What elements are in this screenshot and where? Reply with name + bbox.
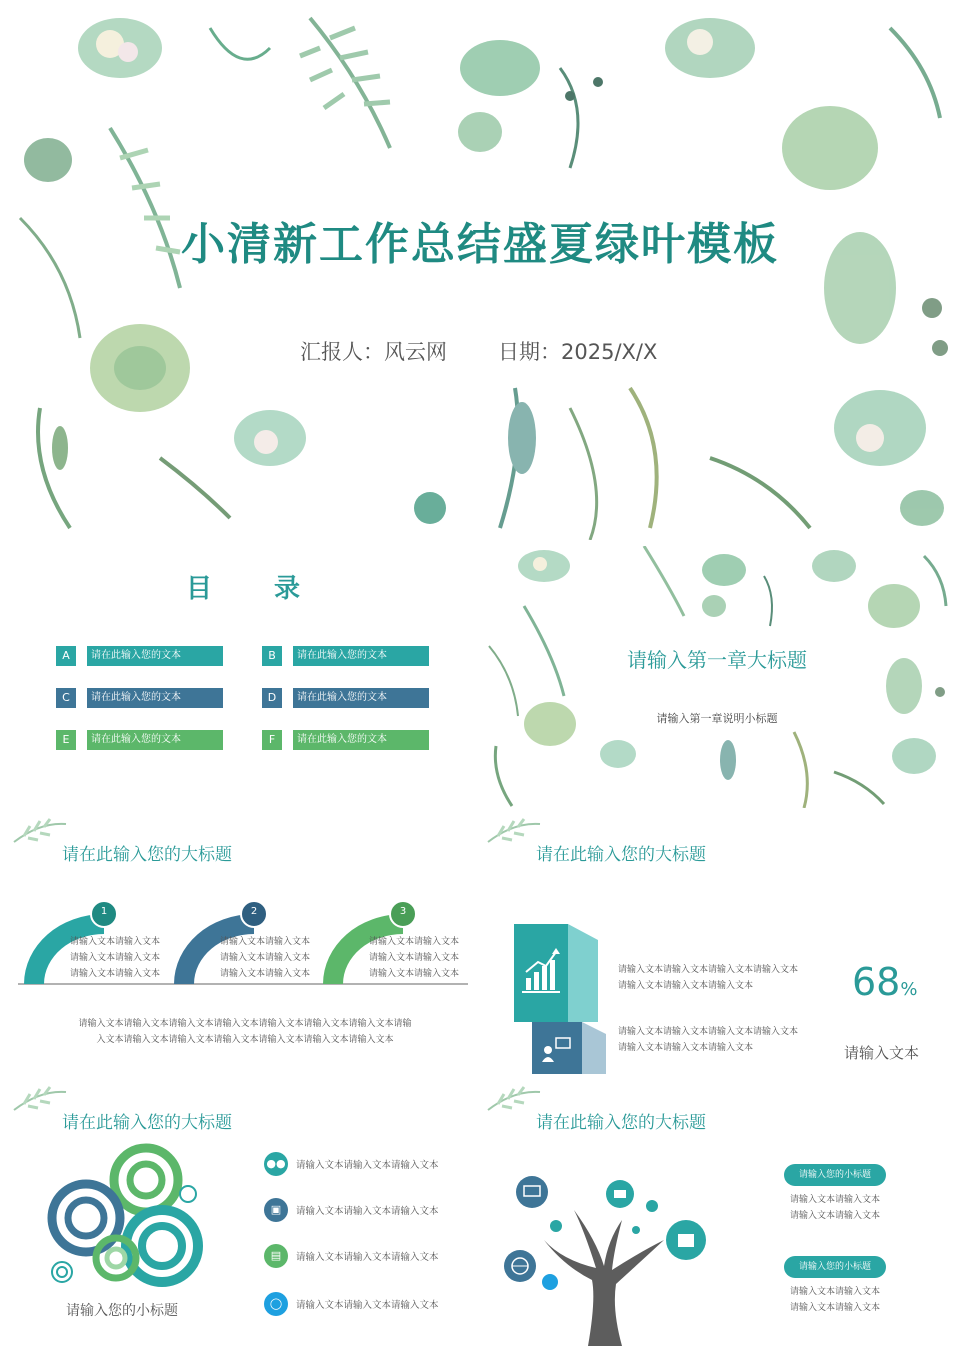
toc-title-right: 录	[274, 574, 301, 604]
subtitle-pill[interactable]: 请输入您的小标题	[784, 1164, 886, 1186]
tree-slide[interactable]	[484, 1086, 950, 1348]
step-text-3: 请输入文本请输入文本 请输入文本请输入文本 请输入文本请输入文本	[369, 937, 460, 979]
stats-text-2: 请输入文本请输入文本请输入文本请输入文本 请输入文本请输入文本请输入文本	[618, 1027, 799, 1053]
camera-icon	[614, 1190, 626, 1198]
leaf-sprig-icon	[10, 818, 70, 848]
chapter-subtitle: 请输入第一章说明小标题	[656, 712, 778, 725]
body-paragraph: 请输入文本请输入文本请输入文本请输入文本请输入文本请输入文本请输入文本请输 入文本请输入文本请输入文本请输入文本请输入文本请输入文本请输入文本	[78, 1019, 412, 1045]
toc-title-left: 目	[186, 574, 213, 604]
toc-letter-e: E	[56, 730, 76, 750]
toc-item-b[interactable]: 请在此输入您的文本	[293, 646, 429, 666]
slide-heading: 请在此输入您的大标题	[536, 1113, 706, 1133]
cover-date: 日期：2025/X/X	[498, 340, 658, 364]
slide-heading: 请在此输入您的大标题	[62, 1113, 232, 1133]
laptop-icon: ▤	[264, 1244, 288, 1268]
concentric-rings-graphic	[40, 1140, 220, 1290]
toc-letter-a: A	[56, 646, 76, 666]
leaf-decoration	[10, 8, 950, 540]
chapter-title: 请输入第一章大标题	[627, 648, 807, 672]
cover-title: 小清新工作总结盛夏绿叶模板	[181, 219, 779, 270]
cover-slide[interactable]	[10, 8, 950, 540]
chapter-slide[interactable]	[484, 546, 950, 808]
slide-heading: 请在此输入您的大标题	[62, 845, 232, 865]
pill-text: 请输入文本请输入文本 请输入文本请输入文本	[790, 1195, 881, 1221]
percent-value: 68%	[852, 960, 918, 1004]
steps-slide[interactable]	[10, 818, 476, 1074]
toc-letter-f: F	[262, 730, 282, 750]
rings-slide[interactable]: 请在此输入您的大标题 请输入您的小标题 ●● 请输入文本请输入文本请输入文本 ▣ 请输入文本请输入文本请输入文本 ▤ 请输入文本请输入文本请输入文本 ◯ 请输入文本请输入文本请输入文本	[10, 1086, 476, 1348]
step-number-3: 3	[399, 906, 407, 917]
toc-slide[interactable]	[10, 548, 476, 810]
money-bag-icon	[678, 1234, 694, 1247]
toc-letter-d: D	[262, 688, 282, 708]
step-number-1: 1	[100, 906, 108, 917]
step-number-2: 2	[250, 906, 258, 917]
toc-item-a[interactable]: 请在此输入您的文本	[87, 646, 223, 666]
toc-item-c[interactable]: 请在此输入您的文本	[87, 688, 223, 708]
rings-subtitle: 请输入您的小标题	[66, 1303, 178, 1319]
percent-label: 请输入文本	[844, 1044, 920, 1062]
stacked-blocks-graphic	[512, 922, 612, 1074]
step-text-1: 请输入文本请输入文本 请输入文本请输入文本 请输入文本请输入文本	[70, 937, 161, 979]
toc-item-f[interactable]: 请在此输入您的文本	[293, 730, 429, 750]
pill-text: 请输入文本请输入文本 请输入文本请输入文本	[790, 1287, 881, 1313]
step-text-2: 请输入文本请输入文本 请输入文本请输入文本 请输入文本请输入文本	[220, 937, 311, 979]
slide-heading: 请在此输入您的大标题	[536, 845, 706, 865]
leaf-sprig-icon	[484, 1086, 544, 1116]
subtitle-pill[interactable]: 请输入您的小标题	[784, 1256, 886, 1278]
presentation-icon: ▣	[264, 1198, 288, 1222]
leaf-sprig-icon	[484, 818, 544, 848]
cover-reporter: 汇报人：风云网	[300, 340, 447, 364]
lightbulb-icon: ◯	[264, 1292, 288, 1316]
toc-item-d[interactable]: 请在此输入您的文本	[293, 688, 429, 708]
toc-letter-b: B	[262, 646, 282, 666]
toc-letter-c: C	[56, 688, 76, 708]
leaf-sprig-icon	[10, 1086, 70, 1116]
tree-diagram	[504, 1170, 724, 1346]
stats-text-1: 请输入文本请输入文本请输入文本请输入文本 请输入文本请输入文本请输入文本	[618, 965, 799, 991]
stats-slide[interactable]	[484, 818, 950, 1074]
leaf-decoration	[484, 546, 950, 808]
people-icon: ●●	[264, 1152, 288, 1176]
toc-item-e[interactable]: 请在此输入您的文本	[87, 730, 223, 750]
